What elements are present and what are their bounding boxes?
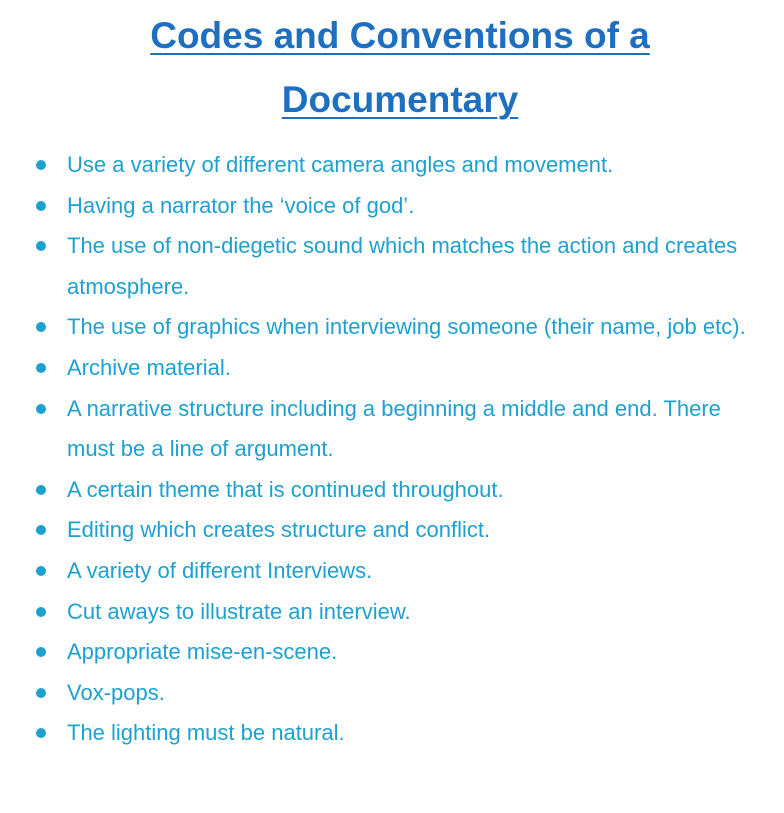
bullet-icon: [36, 160, 46, 170]
bullet-icon: [36, 241, 46, 251]
list-item: [0, 307, 784, 348]
list-item-text: The use of non-diegetic sound which matches the action and creates atmosphere.: [67, 233, 738, 299]
list-item: [0, 145, 784, 186]
list-item: [0, 551, 784, 592]
title-line-2: Documentary: [281, 79, 519, 120]
bullet-icon: [36, 566, 46, 576]
list-item-text: Having a narrator the ‘voice of god’.: [67, 192, 415, 218]
bullet-icon: [36, 688, 46, 698]
list-item-text: Appropriate mise-en-scene.: [67, 639, 338, 665]
list-item-text: Cut aways to illustrate an interview.: [67, 598, 411, 624]
list-item: [0, 348, 784, 389]
document-title: [0, 4, 784, 132]
bullet-icon: [36, 404, 46, 414]
list-item-text: A narrative structure including a beginning a middle and end. There must be a line of argument.: [67, 395, 721, 462]
bullet-icon: [36, 607, 46, 617]
list-item-text: The lighting must be natural.: [67, 720, 345, 746]
list-item-text: The use of graphics when interviewing someone (their name, job etc).: [67, 314, 746, 340]
list-item: [0, 673, 784, 714]
bullet-icon: [36, 525, 46, 535]
conventions-list: [0, 145, 784, 754]
list-item-text: Use a variety of different camera angles and movement.: [67, 152, 614, 177]
list-item: [0, 510, 784, 551]
bullet-icon: [36, 485, 46, 495]
list-item: [0, 186, 784, 227]
list-item: [0, 389, 784, 470]
list-item: [0, 470, 784, 511]
bullet-icon: [36, 322, 46, 332]
list-item: [0, 226, 784, 307]
bullet-icon: [36, 363, 46, 373]
list-item-text: A variety of different Interviews.: [67, 557, 373, 583]
list-item: [0, 632, 784, 673]
list-item-text: Editing which creates structure and conflict.: [67, 517, 491, 543]
list-item-text: A certain theme that is continued throughout.: [67, 476, 504, 502]
title-line-1: Codes and Conventions of a: [150, 15, 650, 56]
list-item-text: Archive material.: [67, 354, 231, 380]
list-item-text: Vox-pops.: [67, 679, 165, 705]
list-item: [0, 713, 784, 754]
list-item: [0, 592, 784, 633]
bullet-icon: [36, 201, 46, 211]
bullet-icon: [36, 728, 46, 738]
bullet-icon: [36, 647, 46, 657]
